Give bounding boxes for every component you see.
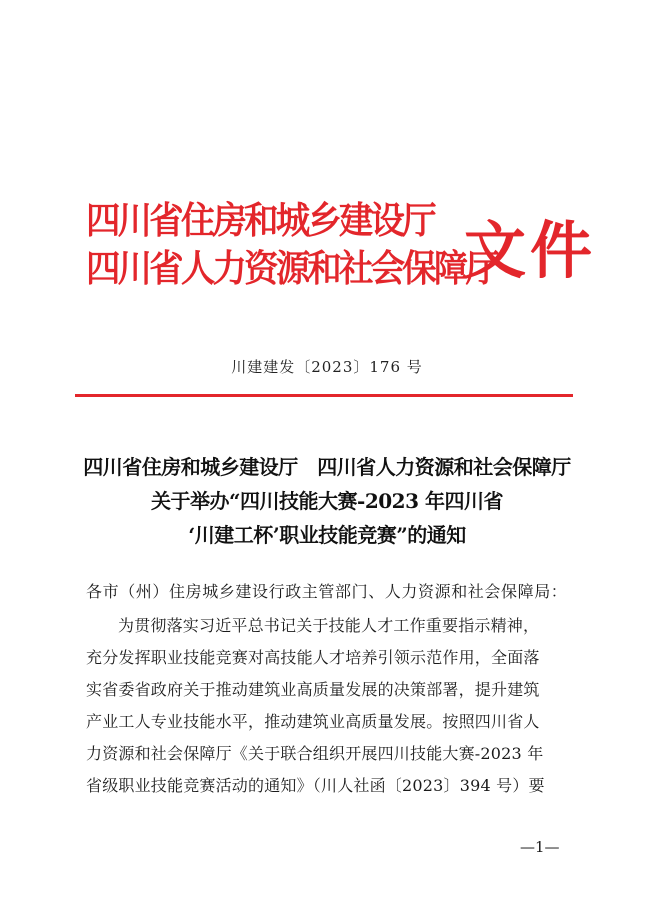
title-line: 关于举办“四川技能大赛-2023 年四川省 (151, 489, 503, 513)
title-line: ‘川建工杯’职业技能竞赛”的通知 (188, 523, 466, 547)
title-line: 四川省住房和城乡建设厅 四川省人力资源和社会保障厅 (83, 455, 571, 479)
issuer-list (86, 196, 498, 292)
document-number: 川建建发〔2023〕176 号 (231, 358, 423, 376)
salutation: 各市（州）住房城乡建设行政主管部门、人力资源和社会保障局： (86, 582, 568, 601)
document-body (86, 574, 582, 802)
red-separator-line (75, 394, 573, 397)
body-line: 充分发挥职业技能竞赛对高技能人才培养引领示范作用，全面落 (86, 648, 540, 667)
red-header (86, 196, 597, 316)
page-number: —1— (520, 838, 560, 856)
body-line: 力资源和社会保障厅《关于联合组织开展四川技能大赛-2023 年 (86, 744, 544, 763)
document-title (40, 450, 614, 552)
body-line: 实省委省政府关于推动建筑业高质量发展的决策部署，提升建筑 (86, 680, 540, 699)
issuer-hr-department: 四川省人力资源和社会保障厅 (86, 246, 498, 290)
body-line: 省级职业技能竞赛活动的通知》（川人社函〔2023〕394 号）要 (86, 776, 545, 795)
issuer-housing-department: 四川省住房和城乡建设厅 (86, 198, 434, 242)
body-line: 为贯彻落实习近平总书记关于技能人才工作重要指示精神， (118, 616, 540, 635)
body-line: 产业工人专业技能水平，推动建筑业高质量发展。按照四川省人 (86, 712, 540, 731)
document-kind-label: 文件 (464, 214, 597, 287)
